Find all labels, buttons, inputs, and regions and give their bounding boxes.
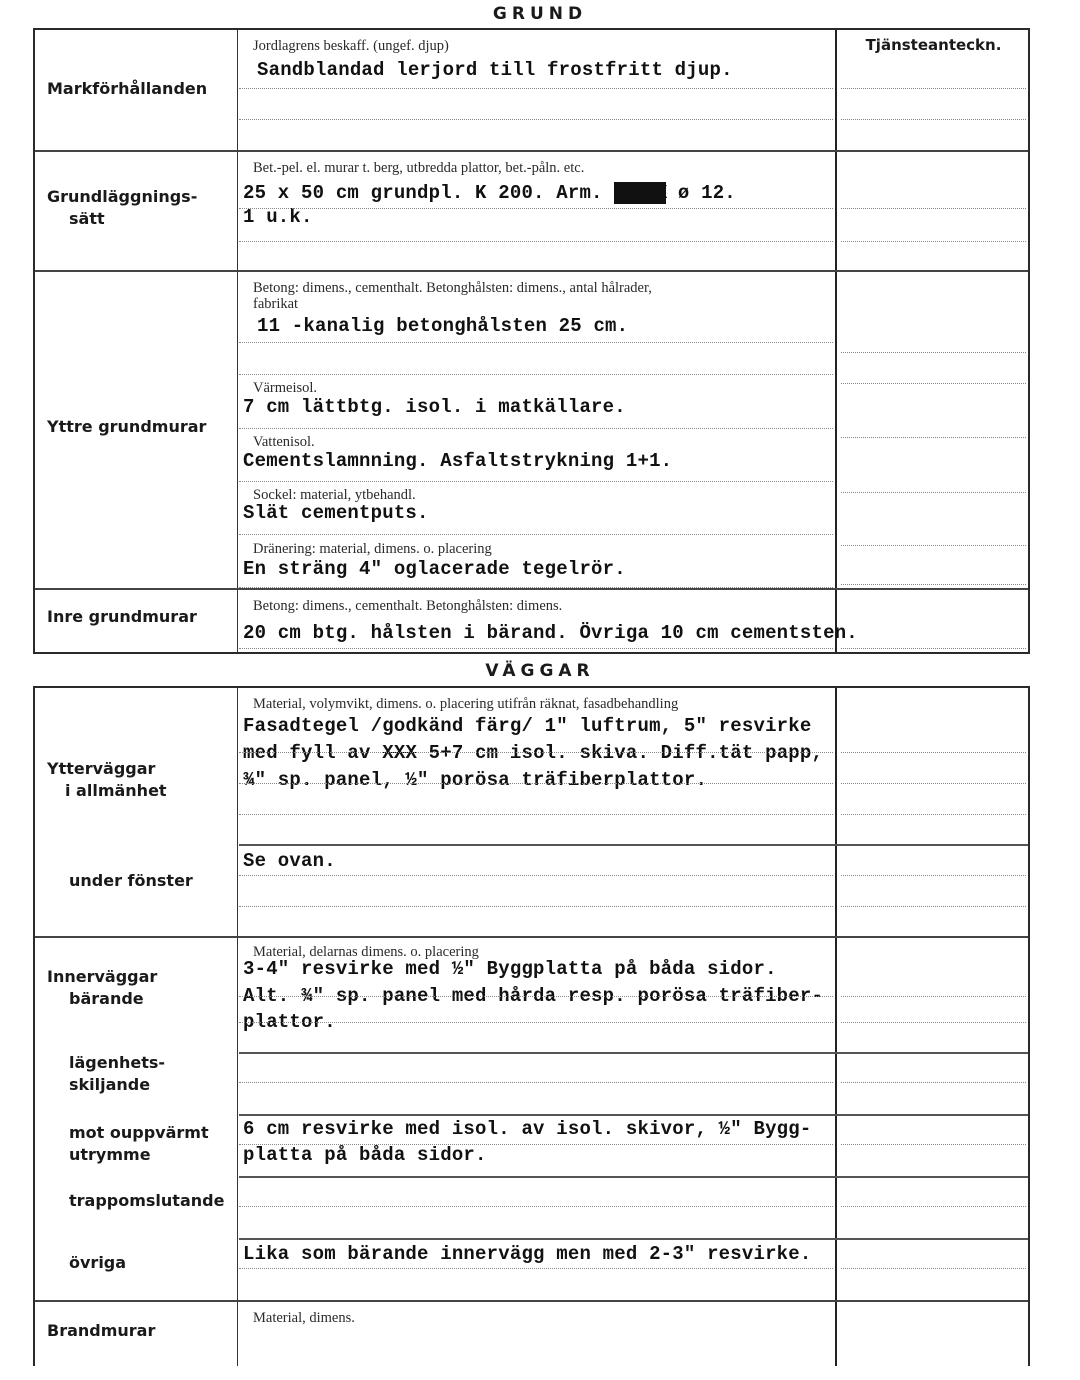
row-divider: [239, 1052, 1028, 1054]
field-hint: Bet.-pel. el. murar t. berg, utbredda plattor, bet.-påln. etc.: [253, 160, 585, 176]
row-label-under-fonster: under fönster: [69, 871, 193, 890]
dotted-line: [239, 1268, 833, 1269]
field-hint: Material, dimens.: [253, 1310, 355, 1326]
row-label-yttervaggar-1: Ytterväggar: [47, 759, 156, 778]
row-label-trappomslutande: trappomslutande: [69, 1191, 225, 1210]
dotted-line: [841, 1144, 1026, 1145]
row-inre-grundmurar: [35, 588, 1028, 652]
dotted-line: [239, 374, 833, 375]
dotted-line: [841, 352, 1026, 353]
struck-text: XXX: [382, 742, 418, 764]
dotted-line: [239, 814, 833, 815]
field-value-vattenisol[interactable]: Cementslamnning. Asfaltstrykning 1+1.: [243, 450, 673, 472]
field-value-barande-1[interactable]: 3-4" resvirke med ½" Byggplatta på båda sidor.: [243, 958, 777, 980]
row-label-mot-ouppvarmt-1: mot ouppvärmt: [69, 1123, 209, 1142]
row-label-markforhallanden: Markförhållanden: [47, 79, 208, 98]
row-label-lagenhets-1: lägenhets-: [69, 1053, 166, 1072]
field-hint: Betong: dimens., cementhalt. Betonghålsten: dimens.: [253, 598, 563, 614]
dotted-line: [841, 875, 1026, 876]
row-label-lagenhets-2: skiljande: [69, 1075, 151, 1094]
field-hint: fabrikat: [253, 296, 299, 312]
dotted-line: [239, 648, 833, 649]
field-value-dranering[interactable]: En sträng 4" oglacerade tegelrör.: [243, 558, 626, 580]
field-value-line1[interactable]: Fasadtegel /godkänd färg/ 1" luftrum, 5" resvirke: [243, 715, 812, 737]
dotted-line: [239, 208, 833, 209]
field-value-mot-ouppvarmt-2[interactable]: platta på båda sidor.: [243, 1144, 487, 1166]
dotted-line: [841, 1268, 1026, 1269]
dotted-line: [239, 428, 833, 429]
row-label-innervaggar-1: Innerväggar: [47, 967, 158, 986]
row-label-inre-grundmurar: Inre grundmurar: [47, 607, 197, 626]
field-value-ovriga[interactable]: Lika som bärande innervägg men med 2-3" resvirke.: [243, 1243, 812, 1265]
field-value-mot-ouppvarmt-1[interactable]: 6 cm resvirke med isol. av isol. skivor, ½" Bygg-: [243, 1118, 812, 1140]
dotted-line: [239, 119, 833, 120]
row-brandmurar: [35, 1300, 1028, 1380]
dotted-line: [841, 1022, 1026, 1023]
field-value[interactable]: 20 cm btg. hålsten i bärand. Övriga 10 cm cementsten.: [243, 622, 858, 644]
field-hint: Material, volymvikt, dimens. o. placering utifrån räknat, fasadbehandling: [253, 696, 679, 712]
row-label-innervaggar-2: bärande: [69, 989, 144, 1008]
notes-column-header: Tjänsteanteckn.: [865, 36, 1002, 54]
dotted-line: [239, 534, 833, 535]
field-value[interactable]: Sandblandad lerjord till frostfritt djup.: [257, 59, 733, 81]
field-value-line3[interactable]: ¾" sp. panel, ½" porösa träfiberplattor.: [243, 769, 708, 791]
value-text: med fyll av: [243, 742, 383, 764]
dotted-line: [841, 437, 1026, 438]
row-label-mot-ouppvarmt-2: utrymme: [69, 1145, 151, 1164]
dotted-line: [239, 241, 833, 242]
dotted-line: [239, 1206, 833, 1207]
row-label-yttervaggar-2: i allmänhet: [65, 781, 167, 800]
field-value-barande-2[interactable]: Alt. ¾" sp. panel med hårda resp. porösa träfiber-: [243, 985, 824, 1007]
dotted-line: [841, 88, 1026, 89]
dotted-line: [841, 996, 1026, 997]
dotted-line: [841, 783, 1026, 784]
dotted-line: [239, 1022, 833, 1023]
dotted-line: [841, 208, 1026, 209]
field-value-betong[interactable]: 11 -kanalig betonghålsten 25 cm.: [257, 315, 629, 337]
row-divider: [239, 1114, 1028, 1116]
dotted-line: [239, 481, 833, 482]
row-yttervaggar: [35, 688, 1028, 936]
dotted-line: [239, 906, 833, 907]
dotted-line: [239, 875, 833, 876]
field-value-varmeisol[interactable]: 7 cm lättbtg. isol. i matkällare.: [243, 396, 626, 418]
dotted-line: [841, 584, 1026, 585]
row-markforhallanden: [35, 30, 1028, 150]
dotted-line: [841, 119, 1026, 120]
row-divider: [239, 1238, 1028, 1240]
dotted-line: [841, 241, 1026, 242]
dotted-line: [841, 648, 1026, 649]
field-value-barande-3[interactable]: plattor.: [243, 1011, 336, 1033]
field-value-line2[interactable]: [243, 742, 823, 764]
section-title-grund: GRUND: [492, 4, 588, 24]
vaggar-table: [33, 686, 1030, 1366]
value-text: ø 12.: [666, 182, 736, 204]
dotted-line: [841, 906, 1026, 907]
section-title-vaggar: VÄGGAR: [485, 661, 595, 681]
dotted-line: [841, 752, 1026, 753]
field-value[interactable]: [243, 182, 736, 204]
row-label-brandmurar: Brandmurar: [47, 1321, 156, 1340]
field-value-line2[interactable]: 1 u.k.: [243, 206, 313, 228]
dotted-line: [239, 342, 833, 343]
field-value-sockel[interactable]: Slät cementputs.: [243, 502, 429, 524]
row-label-yttre-grundmurar: Yttre grundmurar: [47, 417, 207, 436]
dotted-line: [239, 752, 833, 753]
row-divider: [239, 1176, 1028, 1178]
dotted-line: [841, 1206, 1026, 1207]
dotted-line: [841, 1082, 1026, 1083]
row-label-grundlaggning-2: sätt: [69, 209, 105, 228]
value-text: 25 x 50 cm grundpl. K 200. Arm.: [243, 182, 615, 204]
row-yttre-grundmurar: [35, 270, 1028, 588]
field-hint: Dränering: material, dimens. o. placering: [253, 541, 492, 557]
dotted-line: [239, 88, 833, 89]
field-hint: Sockel: material, ytbehandl.: [253, 487, 416, 503]
dotted-line: [841, 545, 1026, 546]
field-hint: Värmeisol.: [253, 380, 318, 396]
value-text: 5+7 cm isol. skiva. Diff.tät papp,: [417, 742, 824, 764]
field-hint: Vattenisol.: [253, 434, 315, 450]
dotted-line: [239, 1082, 833, 1083]
row-label-grundlaggning-1: Grundläggnings-: [47, 187, 198, 206]
field-hint: Material, delarnas dimens. o. placering: [253, 944, 479, 960]
field-value-under-fonster[interactable]: Se ovan.: [243, 850, 336, 872]
redacted-text: XXXXX: [614, 182, 667, 204]
grund-table: [33, 28, 1030, 654]
dotted-line: [841, 492, 1026, 493]
dotted-line: [841, 383, 1026, 384]
row-grundlaggningssatt: [35, 150, 1028, 270]
row-divider: [239, 844, 1028, 846]
dotted-line: [841, 814, 1026, 815]
row-innervaggar: [35, 936, 1028, 1300]
dotted-line: [239, 783, 833, 784]
dotted-line: [239, 996, 833, 997]
row-label-ovriga: övriga: [69, 1253, 127, 1272]
field-hint: Betong: dimens., cementhalt. Betonghålsten: dimens., antal hålrader,: [253, 280, 652, 296]
field-hint: Jordlagrens beskaff. (ungef. djup): [253, 38, 449, 54]
dotted-line: [239, 1144, 833, 1145]
